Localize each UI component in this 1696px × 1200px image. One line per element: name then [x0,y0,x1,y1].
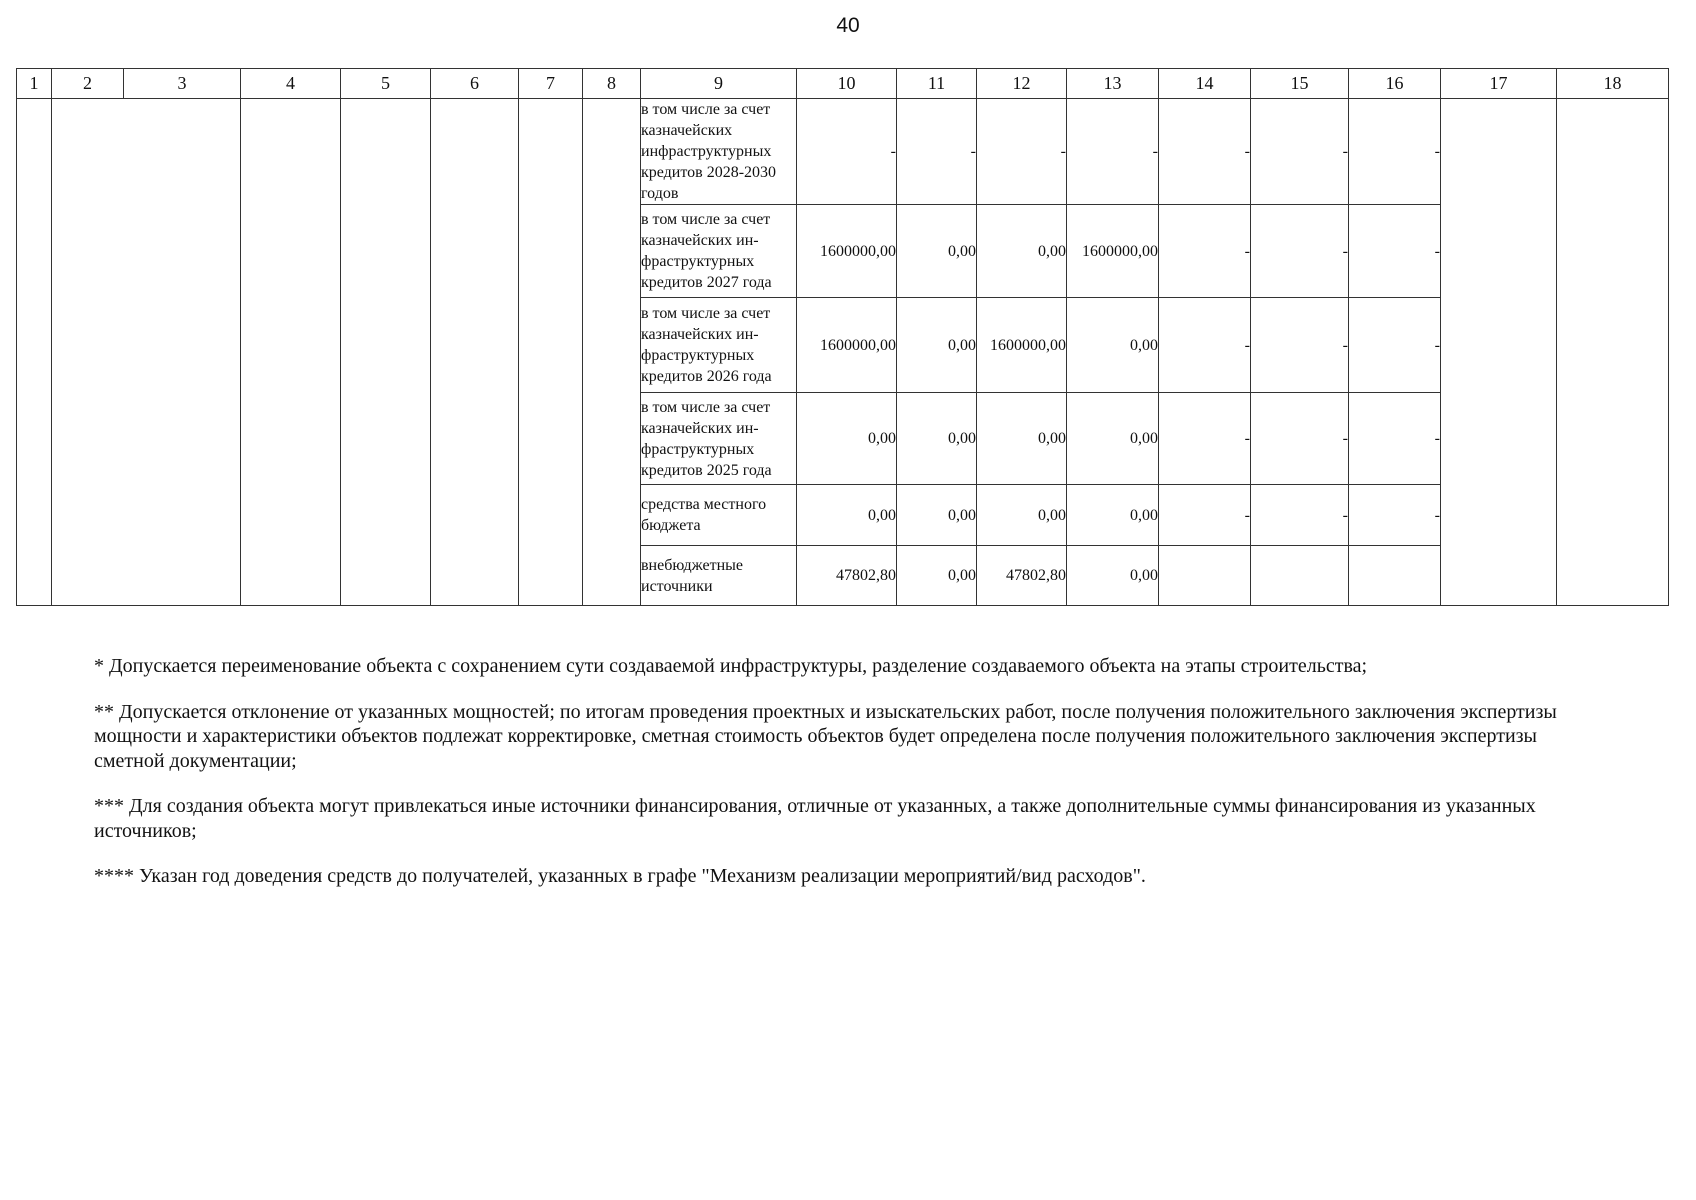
column-header: 14 [1159,69,1251,99]
value-cell: 0,00 [897,393,977,485]
value-cell: - [1349,298,1441,393]
column-header: 11 [897,69,977,99]
value-cell: - [1349,485,1441,546]
footnote: * Допускается переименование объекта с сохранением сути создаваемой инфраструктуры, разделение создаваемого объекта на этапы строительства; [94,655,1368,677]
column-header: 1 [17,69,52,99]
footnote: *** Для создания объекта могут привлекаться иные источники финансирования, отличные от указанных, а также дополнительные суммы финансирования из указанных источников; [94,795,1536,842]
value-cell: - [897,99,977,205]
column-header: 9 [641,69,797,99]
merged-cell [17,99,52,606]
value-cell: - [1251,205,1349,298]
value-cell: 1600000,00 [977,298,1067,393]
value-cell: - [1251,99,1349,205]
row-label: внебюджетные источники [641,546,797,606]
value-cell: 0,00 [797,393,897,485]
value-cell: 0,00 [977,393,1067,485]
column-header: 7 [519,69,583,99]
value-cell [1349,546,1441,606]
column-header: 3 [124,69,241,99]
value-cell: - [1159,99,1251,205]
column-header: 17 [1441,69,1557,99]
value-cell: 0,00 [1067,546,1159,606]
row-label: в том числе за счет казначейских ин-фраструктурных кредитов 2027 года [641,205,797,298]
value-cell: - [1159,393,1251,485]
merged-cell [519,99,583,606]
value-cell: 0,00 [1067,393,1159,485]
column-header: 2 [52,69,124,99]
value-cell: 0,00 [897,298,977,393]
value-cell: 1600000,00 [797,205,897,298]
column-header: 15 [1251,69,1349,99]
value-cell: - [977,99,1067,205]
row-label: в том числе за счет казначейских ин-фраструктурных кредитов 2025 года [641,393,797,485]
column-header: 10 [797,69,897,99]
merged-cell [341,99,431,606]
merged-cell [1557,99,1669,606]
table-row [17,99,1669,205]
value-cell: 0,00 [897,485,977,546]
value-cell: 0,00 [797,485,897,546]
column-header: 4 [241,69,341,99]
column-header: 5 [341,69,431,99]
value-cell: - [1251,393,1349,485]
value-cell: - [1251,485,1349,546]
value-cell: 0,00 [977,485,1067,546]
value-cell: 0,00 [1067,485,1159,546]
column-header: 12 [977,69,1067,99]
column-header: 6 [431,69,519,99]
column-number-header-row [17,69,1669,99]
page-number: 40 [836,14,860,37]
value-cell: - [1349,205,1441,298]
merged-cell [431,99,519,606]
footnote: **** Указан год доведения средств до получателей, указанных в графе "Механизм реализации мероприятий/вид расходов". [94,865,1146,887]
merged-cell [241,99,341,606]
value-cell: - [1159,298,1251,393]
column-header: 8 [583,69,641,99]
column-header: 13 [1067,69,1159,99]
column-header: 18 [1557,69,1669,99]
merged-cell [52,99,241,606]
value-cell: - [1251,298,1349,393]
value-cell: - [1349,99,1441,205]
footnote: ** Допускается отклонение от указанных мощностей; по итогам проведения проектных и изыскательских работ, после получения положительного заключения экспертизы мощности и характеристики объектов подлежат корректировке, сметная стоимость объектов будет определена после получения положительного заключения экспертизы сметной документации; [94,700,1557,772]
merged-cell [583,99,641,606]
value-cell: - [1159,205,1251,298]
column-header: 16 [1349,69,1441,99]
value-cell: 1600000,00 [797,298,897,393]
value-cell: - [1067,99,1159,205]
value-cell: 0,00 [977,205,1067,298]
row-label: в том числе за счет казначейских ин-фраструктурных кредитов 2026 года [641,298,797,393]
value-cell [1159,546,1251,606]
value-cell: 0,00 [897,205,977,298]
value-cell: - [1159,485,1251,546]
merged-cell [1441,99,1557,606]
value-cell: - [797,99,897,205]
value-cell: 0,00 [1067,298,1159,393]
row-label: в том числе за счет казначейских инфраструктурных кредитов 2028-2030 годов [641,99,797,205]
financing-table [16,68,1669,606]
row-label: средства местного бюджета [641,485,797,546]
value-cell: 47802,80 [977,546,1067,606]
value-cell: - [1349,393,1441,485]
value-cell: 1600000,00 [1067,205,1159,298]
value-cell: 0,00 [897,546,977,606]
value-cell: 47802,80 [797,546,897,606]
footnotes [94,654,1594,910]
value-cell [1251,546,1349,606]
